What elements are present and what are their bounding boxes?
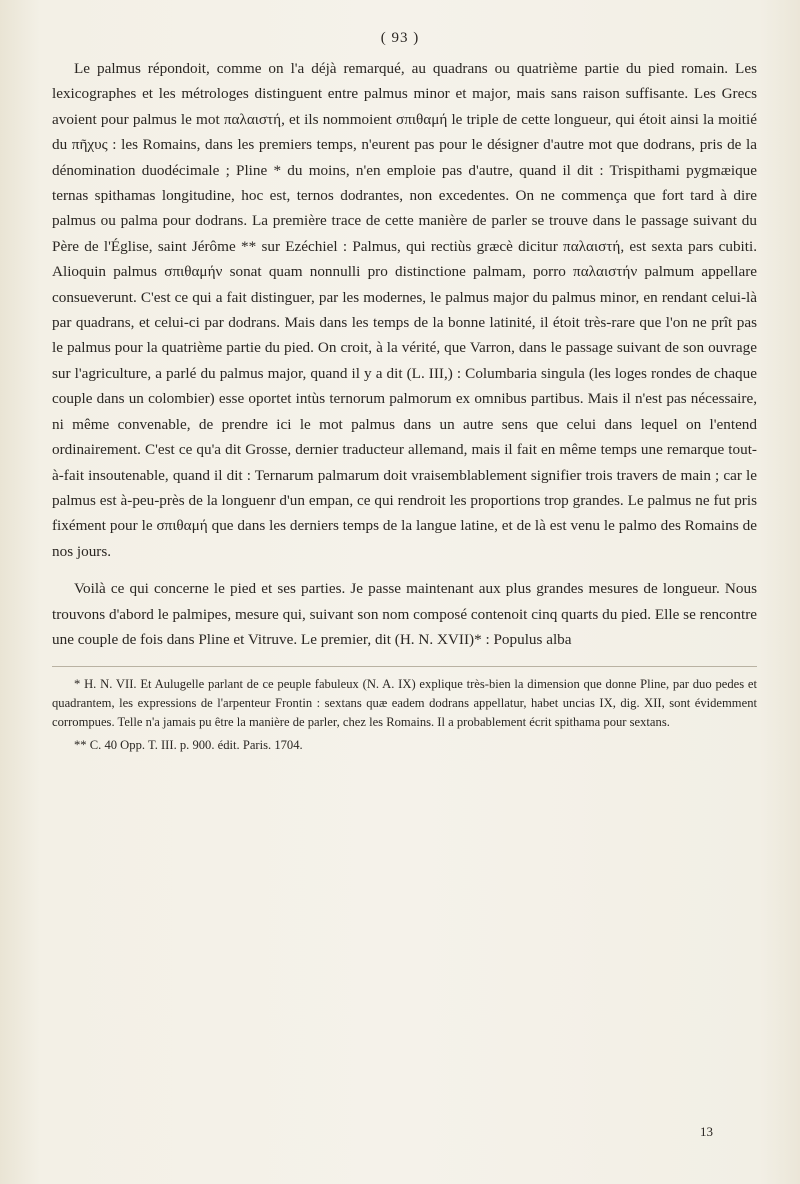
footnote-2: ** C. 40 Opp. T. III. p. 900. édit. Paris. 1704. [74, 738, 303, 753]
footnotes [52, 666, 757, 755]
paragraph-1: Le palmus répondoit, comme on l'a déjà remarqué, au quadrans ou quatrième partie du pied romain. Les lexicographes et les métrologes distinguent entre palmus minor et major, mais sans raison suffisante. Les Grecs avoient pour palmus le mot παλαιστή, et ils nommoient σπιθαμή le triple de cette longueur, qui étoit ainsi la moitié du πῆχυς : les Romains, dans les premiers temps, n'eurent pas pour le désigner d'autre mot que dodrans, pris de la dénomination duodécimale ; Pline * du moins, n'en emploie pas d'autre, quand il dit : Trispithami pygmæique ternas spithamas longitudine, hoc est, ternos dodrantes, non excedentes. On ne commença que fort tard à dire palmus ou palma pour dodrans. La première trace de cette manière de parler se trouve dans le passage suivant du Père de l'Église, saint Jérôme ** sur Ezéchiel : Palmus, qui rectiùs græcè dicitur παλαιστή, est sexta pars cubiti. Alioquin palmus σπιθαμήν sonat quam nonnulli pro distinctione palmam, porro παλαιστήν palmum appellare consueverunt. C'est ce qui a fait distinguer, par les modernes, le palmus major du palmus minor, en rendant celui-là par quadrans, et celui-ci par dodrans. Mais dans les temps de la bonne latinité, il étoit très-rare que l'on ne prît pas le palmus pour la quatrième partie du pied. On croit, à la vérité, que Varron, dans le passage suivant de son ouvrage sur l'agriculture, a parlé du palmus major, quand il y a dit (L. III,) : Columbaria singula (les loges rondes de chaque couple dans un colombier) esse oportet intùs ternorum palmorum ex omnibus partibus. Mais il n'est pas nécessaire, ni même convenable, de prendre ici le mot palmus dans un autre sens que celui dans lequel on l'entend ordinairement. C'est ce qu'a dit Grosse, dernier traducteur allemand, mais il fait en même temps une remarque tout-à-fait insoutenable, quand il dit : Ternarum palmarum doit vraisemblablement signifier trois travers de main ; car le palmus est à-peu-près de la longuenr d'un empan, ce qui rendroit les proportions trop grandes. Le palmus ne fut pris fixément pour le σπιθαμή que dans les derniers temps de la langue latine, et de là est venu le palmo des Romains de nos jours. [52, 60, 757, 560]
page-number: ( 93 ) [380, 30, 420, 46]
body-text [52, 56, 757, 652]
text-block [52, 56, 757, 755]
signature-mark: 13 [700, 1124, 713, 1139]
footnote-1: * H. N. VII. Et Aulugelle parlant de ce peuple fabuleux (N. A. IX) explique très-bien la dimension que donne Pline, par duo pedes et quadrantem, les expressions de l'arpenteur Frontin : sextans quæ eadem dodrans appellatur, habet uncias IX, dig. XII, sont évidemment corrompues. Telle n'a jamais pu être la manière de parler, chez les Romains. Il a probablement écrit spithama pour sextans. [52, 677, 757, 730]
paragraph-2: Voilà ce qui concerne le pied et ses parties. Je passe maintenant aux plus grandes mesures de longueur. Nous trouvons d'abord le palmipes, mesure qui, suivant son nom composé contenoit cinq quarts du pied. Elle se rencontre une couple de fois dans Pline et Vitruve. Le premier, dit (H. N. XVII)* : Populus alba [52, 580, 757, 648]
